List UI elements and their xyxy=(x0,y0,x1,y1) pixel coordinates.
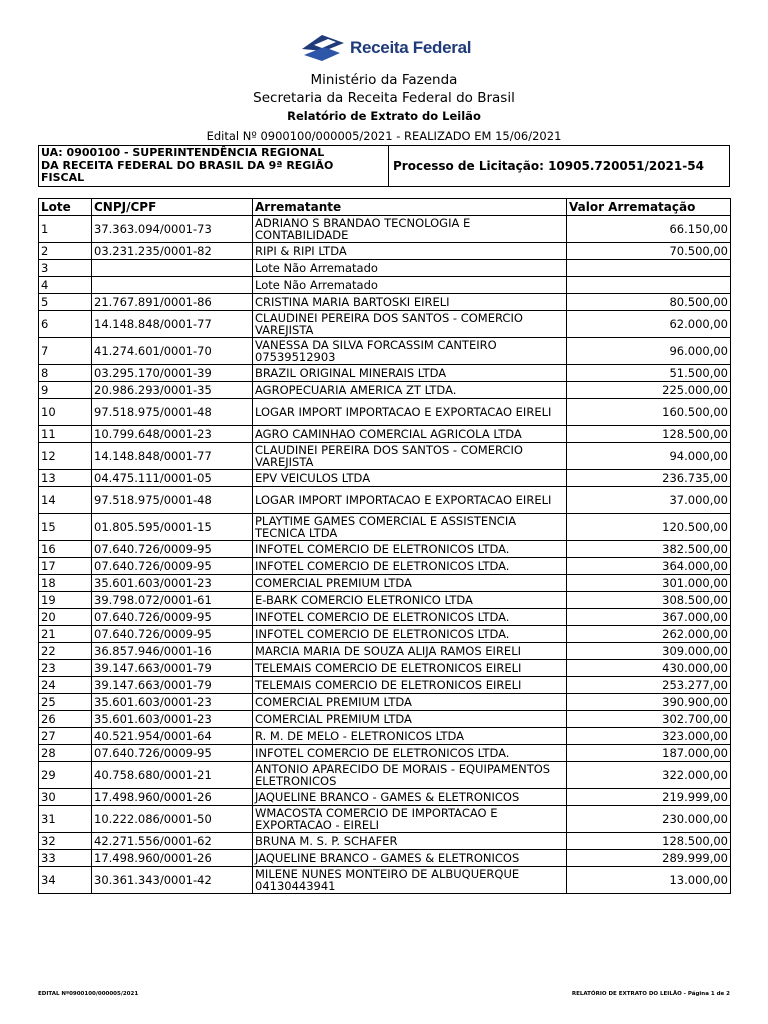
cell-valor: 13.000,00 xyxy=(567,867,731,894)
cell-lote: 3 xyxy=(39,260,92,277)
cell-valor: 253.277,00 xyxy=(567,677,731,694)
cell-cnpj: 03.231.235/0001-82 xyxy=(92,243,253,260)
cell-lote: 5 xyxy=(39,294,92,311)
logo-text: Receita Federal xyxy=(350,38,472,57)
cell-valor: 225.000,00 xyxy=(567,382,731,399)
cell-valor: 66.150,00 xyxy=(567,216,731,243)
footer-page-info: RELATÓRIO DE EXTRATO DO LEILÃO - Página 1 de 2 xyxy=(571,991,730,997)
cell-arrematante: COMERCIAL PREMIUM LTDA xyxy=(253,694,567,711)
table-row xyxy=(39,443,731,470)
table-row xyxy=(39,487,731,514)
table-row xyxy=(39,789,731,806)
cell-cnpj xyxy=(92,277,253,294)
cell-lote: 21 xyxy=(39,626,92,643)
cell-valor: 323.000,00 xyxy=(567,728,731,745)
cell-cnpj: 97.518.975/0001-48 xyxy=(92,399,253,426)
cell-lote: 19 xyxy=(39,592,92,609)
cell-valor: 62.000,00 xyxy=(567,311,731,338)
cell-lote: 12 xyxy=(39,443,92,470)
cell-valor: 262.000,00 xyxy=(567,626,731,643)
processo-licitacao: Processo de Licitação: 10905.720051/2021-54 xyxy=(393,159,704,173)
cell-arrematante: CLAUDINEI PEREIRA DOS SANTOS - COMERCIO VAREJISTA xyxy=(253,311,567,338)
cell-arrematante: LOGAR IMPORT IMPORTACAO E EXPORTACAO EIRELI xyxy=(253,487,567,514)
cell-arrematante: AGRO CAMINHAO COMERCIAL AGRICOLA LTDA xyxy=(253,426,567,443)
cell-arrematante: COMERCIAL PREMIUM LTDA xyxy=(253,575,567,592)
cell-valor: 70.500,00 xyxy=(567,243,731,260)
cell-arrematante: INFOTEL COMERCIO DE ELETRONICOS LTDA. xyxy=(253,745,567,762)
cell-lote: 9 xyxy=(39,382,92,399)
cell-arrematante: Lote Não Arrematado xyxy=(253,260,567,277)
table-row xyxy=(39,609,731,626)
cell-cnpj: 04.475.111/0001-05 xyxy=(92,470,253,487)
cell-lote: 10 xyxy=(39,399,92,426)
ua-line-2: DA RECEITA FEDERAL DO BRASIL DA 9ª REGIÃO xyxy=(41,158,334,172)
header-arrematante: Arrematante xyxy=(253,199,567,216)
cell-cnpj: 42.271.556/0001-62 xyxy=(92,833,253,850)
cell-arrematante: BRUNA M. S. P. SCHAFER xyxy=(253,833,567,850)
table-row xyxy=(39,541,731,558)
table-row xyxy=(39,365,731,382)
cell-arrematante: INFOTEL COMERCIO DE ELETRONICOS LTDA. xyxy=(253,541,567,558)
ministry-title: Ministério da Fazenda xyxy=(310,72,458,88)
cell-arrematante: TELEMAIS COMERCIO DE ELETRONICOS EIRELI xyxy=(253,677,567,694)
receita-federal-logo xyxy=(300,28,471,68)
table-row xyxy=(39,745,731,762)
lots-table xyxy=(38,198,731,894)
cell-valor: 160.500,00 xyxy=(567,399,731,426)
report-title: Relatório de Extrato do Leilão xyxy=(287,109,481,123)
cell-valor: 230.000,00 xyxy=(567,806,731,833)
cell-lote: 15 xyxy=(39,514,92,541)
cell-arrematante: INFOTEL COMERCIO DE ELETRONICOS LTDA. xyxy=(253,558,567,575)
cell-lote: 22 xyxy=(39,643,92,660)
cell-lote: 4 xyxy=(39,277,92,294)
cell-lote: 6 xyxy=(39,311,92,338)
cell-cnpj: 07.640.726/0009-95 xyxy=(92,745,253,762)
table-row xyxy=(39,558,731,575)
cell-lote: 29 xyxy=(39,762,92,789)
cell-lote: 25 xyxy=(39,694,92,711)
cell-valor: 390.900,00 xyxy=(567,694,731,711)
table-row xyxy=(39,677,731,694)
cell-cnpj: 20.986.293/0001-35 xyxy=(92,382,253,399)
cell-arrematante: COMERCIAL PREMIUM LTDA xyxy=(253,711,567,728)
cell-cnpj: 97.518.975/0001-48 xyxy=(92,487,253,514)
cell-arrematante: ADRIANO S BRANDAO TECNOLOGIA E CONTABILIDADE xyxy=(253,216,567,243)
cell-cnpj: 37.363.094/0001-73 xyxy=(92,216,253,243)
cell-lote: 31 xyxy=(39,806,92,833)
cell-lote: 32 xyxy=(39,833,92,850)
cell-valor: 37.000,00 xyxy=(567,487,731,514)
cell-cnpj: 17.498.960/0001-26 xyxy=(92,789,253,806)
cell-cnpj: 39.147.663/0001-79 xyxy=(92,660,253,677)
table-row xyxy=(39,311,731,338)
cell-cnpj: 40.521.954/0001-64 xyxy=(92,728,253,745)
cell-arrematante: R. M. DE MELO - ELETRONICOS LTDA xyxy=(253,728,567,745)
table-row xyxy=(39,260,731,277)
table-row xyxy=(39,728,731,745)
cell-arrematante: JAQUELINE BRANCO - GAMES & ELETRONICOS xyxy=(253,789,567,806)
header-valor: Valor Arrematação xyxy=(567,199,731,216)
cell-arrematante: TELEMAIS COMERCIO DE ELETRONICOS EIRELI xyxy=(253,660,567,677)
cell-arrematante: INFOTEL COMERCIO DE ELETRONICOS LTDA. xyxy=(253,626,567,643)
table-row xyxy=(39,867,731,894)
cell-cnpj: 30.361.343/0001-42 xyxy=(92,867,253,894)
cell-lote: 8 xyxy=(39,365,92,382)
cell-cnpj: 35.601.603/0001-23 xyxy=(92,711,253,728)
cell-arrematante: E-BARK COMERCIO ELETRONICO LTDA xyxy=(253,592,567,609)
cell-lote: 26 xyxy=(39,711,92,728)
cell-cnpj: 21.767.891/0001-86 xyxy=(92,294,253,311)
cell-cnpj: 35.601.603/0001-23 xyxy=(92,575,253,592)
cell-valor: 51.500,00 xyxy=(567,365,731,382)
cell-valor: 322.000,00 xyxy=(567,762,731,789)
table-row xyxy=(39,277,731,294)
table-row xyxy=(39,850,731,867)
table-row xyxy=(39,762,731,789)
receita-federal-emblem-icon xyxy=(300,33,346,63)
cell-valor: 128.500,00 xyxy=(567,833,731,850)
cell-arrematante: RIPI & RIPI LTDA xyxy=(253,243,567,260)
cell-valor: 309.000,00 xyxy=(567,643,731,660)
cell-cnpj: 10.222.086/0001-50 xyxy=(92,806,253,833)
cell-arrematante: CRISTINA MARIA BARTOSKI EIRELI xyxy=(253,294,567,311)
table-row xyxy=(39,426,731,443)
cell-arrematante: INFOTEL COMERCIO DE ELETRONICOS LTDA. xyxy=(253,609,567,626)
cell-lote: 13 xyxy=(39,470,92,487)
cell-arrematante: JAQUELINE BRANCO - GAMES & ELETRONICOS xyxy=(253,850,567,867)
cell-arrematante: AGROPECUARIA AMERICA ZT LTDA. xyxy=(253,382,567,399)
cell-arrematante: MILENE NUNES MONTEIRO DE ALBUQUERQUE 04130443941 xyxy=(253,867,567,894)
cell-lote: 2 xyxy=(39,243,92,260)
ua-info xyxy=(39,146,389,186)
secretariat-title: Secretaria da Receita Federal do Brasil xyxy=(253,90,515,106)
table-row xyxy=(39,243,731,260)
cell-lote: 11 xyxy=(39,426,92,443)
cell-valor: 219.999,00 xyxy=(567,789,731,806)
table-header-row xyxy=(39,199,731,216)
cell-valor: 96.000,00 xyxy=(567,338,731,365)
cell-arrematante: CLAUDINEI PEREIRA DOS SANTOS - COMERCIO VAREJISTA xyxy=(253,443,567,470)
header-lote: Lote xyxy=(39,199,92,216)
cell-lote: 34 xyxy=(39,867,92,894)
header-cnpj: CNPJ/CPF xyxy=(92,199,253,216)
cell-valor: 80.500,00 xyxy=(567,294,731,311)
cell-cnpj: 07.640.726/0009-95 xyxy=(92,541,253,558)
cell-cnpj: 14.148.848/0001-77 xyxy=(92,443,253,470)
table-row xyxy=(39,216,731,243)
cell-valor xyxy=(567,277,731,294)
cell-lote: 7 xyxy=(39,338,92,365)
cell-valor: 94.000,00 xyxy=(567,443,731,470)
ua-line-3: FISCAL xyxy=(41,171,85,184)
cell-lote: 16 xyxy=(39,541,92,558)
edital-line: Edital Nº 0900100/000005/2021 - REALIZADO EM 15/06/2021 xyxy=(206,129,562,143)
table-row xyxy=(39,711,731,728)
cell-cnpj: 07.640.726/0009-95 xyxy=(92,609,253,626)
cell-valor: 382.500,00 xyxy=(567,541,731,558)
table-row xyxy=(39,660,731,677)
cell-arrematante: VANESSA DA SILVA FORCASSIM CANTEIRO 07539512903 xyxy=(253,338,567,365)
cell-cnpj: 35.601.603/0001-23 xyxy=(92,694,253,711)
table-row xyxy=(39,626,731,643)
table-row xyxy=(39,470,731,487)
cell-arrematante: ANTONIO APARECIDO DE MORAIS - EQUIPAMENTOS ELETRONICOS xyxy=(253,762,567,789)
table-row xyxy=(39,806,731,833)
table-row xyxy=(39,338,731,365)
cell-cnpj: 07.640.726/0009-95 xyxy=(92,626,253,643)
lots-table-body xyxy=(39,216,731,894)
cell-valor: 430.000,00 xyxy=(567,660,731,677)
cell-valor: 301.000,00 xyxy=(567,575,731,592)
cell-cnpj: 40.758.680/0001-21 xyxy=(92,762,253,789)
cell-arrematante: WMACOSTA COMERCIO DE IMPORTACAO E EXPORTACAO - EIRELI xyxy=(253,806,567,833)
cell-cnpj: 17.498.960/0001-26 xyxy=(92,850,253,867)
cell-arrematante: MARCIA MARIA DE SOUZA ALIJA RAMOS EIRELI xyxy=(253,643,567,660)
cell-lote: 17 xyxy=(39,558,92,575)
cell-valor: 308.500,00 xyxy=(567,592,731,609)
cell-valor: 289.999,00 xyxy=(567,850,731,867)
cell-cnpj: 14.148.848/0001-77 xyxy=(92,311,253,338)
cell-lote: 20 xyxy=(39,609,92,626)
cell-lote: 30 xyxy=(39,789,92,806)
cell-lote: 27 xyxy=(39,728,92,745)
table-row xyxy=(39,694,731,711)
cell-valor: 128.500,00 xyxy=(567,426,731,443)
cell-cnpj: 39.798.072/0001-61 xyxy=(92,592,253,609)
cell-valor xyxy=(567,260,731,277)
table-row xyxy=(39,643,731,660)
cell-arrematante: LOGAR IMPORT IMPORTACAO E EXPORTACAO EIRELI xyxy=(253,399,567,426)
cell-lote: 18 xyxy=(39,575,92,592)
auction-info-box xyxy=(38,145,730,187)
cell-valor: 367.000,00 xyxy=(567,609,731,626)
cell-cnpj: 10.799.648/0001-23 xyxy=(92,426,253,443)
table-row xyxy=(39,514,731,541)
cell-lote: 23 xyxy=(39,660,92,677)
table-row xyxy=(39,575,731,592)
cell-valor: 364.000,00 xyxy=(567,558,731,575)
cell-cnpj: 01.805.595/0001-15 xyxy=(92,514,253,541)
cell-lote: 33 xyxy=(39,850,92,867)
cell-lote: 28 xyxy=(39,745,92,762)
footer-edital: EDITAL Nº0900100/000005/2021 xyxy=(38,991,139,997)
cell-cnpj: 41.274.601/0001-70 xyxy=(92,338,253,365)
cell-lote: 24 xyxy=(39,677,92,694)
cell-lote: 1 xyxy=(39,216,92,243)
cell-arrematante: EPV VEICULOS LTDA xyxy=(253,470,567,487)
table-row xyxy=(39,833,731,850)
cell-arrematante: Lote Não Arrematado xyxy=(253,277,567,294)
cell-valor: 302.700,00 xyxy=(567,711,731,728)
cell-valor: 120.500,00 xyxy=(567,514,731,541)
table-row xyxy=(39,382,731,399)
cell-cnpj: 03.295.170/0001-39 xyxy=(92,365,253,382)
table-row xyxy=(39,294,731,311)
table-row xyxy=(39,399,731,426)
cell-lote: 14 xyxy=(39,487,92,514)
cell-arrematante: PLAYTIME GAMES COMERCIAL E ASSISTENCIA TECNICA LTDA xyxy=(253,514,567,541)
cell-cnpj xyxy=(92,260,253,277)
cell-cnpj: 36.857.946/0001-16 xyxy=(92,643,253,660)
cell-cnpj: 39.147.663/0001-79 xyxy=(92,677,253,694)
table-row xyxy=(39,592,731,609)
cell-cnpj: 07.640.726/0009-95 xyxy=(92,558,253,575)
cell-valor: 236.735,00 xyxy=(567,470,731,487)
cell-valor: 187.000,00 xyxy=(567,745,731,762)
cell-arrematante: BRAZIL ORIGINAL MINERAIS LTDA xyxy=(253,365,567,382)
ua-line-1: UA: 0900100 - SUPERINTENDÊNCIA REGIONAL xyxy=(41,146,325,159)
